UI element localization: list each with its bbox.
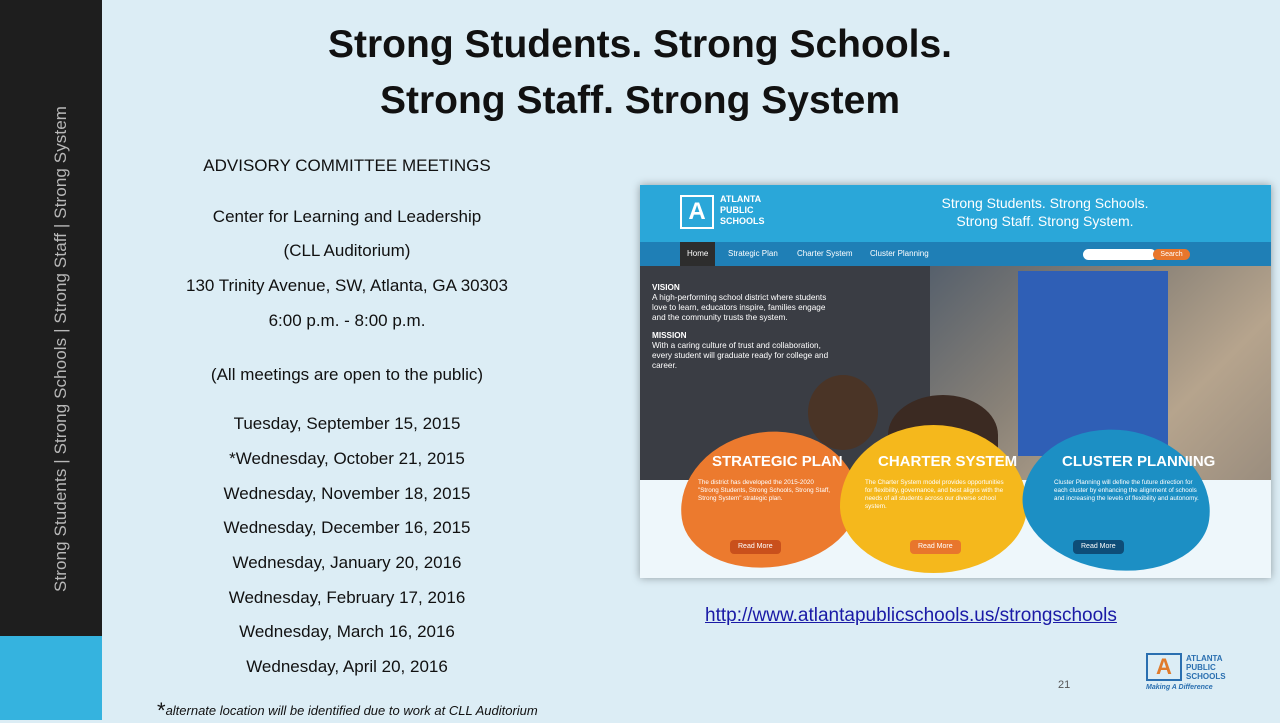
logo-line: PUBLIC bbox=[720, 205, 754, 215]
aps-logo-icon: A bbox=[680, 195, 714, 229]
panel-text: Cluster Planning will define the future direction for each cluster by enhancing the alignment of schools and increasing the levels of flexibility and autonomy. bbox=[1054, 479, 1199, 502]
logo-line: ATLANTA bbox=[720, 194, 762, 204]
logo-line: ATLANTA bbox=[1186, 654, 1223, 663]
page-number: 21 bbox=[1058, 679, 1071, 691]
slide-title-line2: Strong Staff. Strong System bbox=[379, 79, 901, 122]
venue-room: (CLL Auditorium) bbox=[283, 241, 411, 260]
meeting-date: Wednesday, March 16, 2016 bbox=[239, 622, 455, 641]
meeting-date: Wednesday, February 17, 2016 bbox=[228, 588, 466, 607]
nav-charter-system[interactable]: Charter System bbox=[797, 249, 853, 258]
meetings-heading: ADVISORY COMMITTEE MEETINGS bbox=[203, 156, 491, 175]
panel-title: CHARTER SYSTEM bbox=[878, 453, 1018, 470]
tagline-line: Strong Staff. Strong System. bbox=[956, 213, 1134, 229]
nav-cluster-planning[interactable]: Cluster Planning bbox=[870, 249, 929, 258]
aps-logo-icon: A bbox=[1146, 653, 1182, 681]
logo-line: SCHOOLS bbox=[720, 216, 765, 226]
slide-title-line1: Strong Students. Strong Schools. bbox=[328, 23, 952, 66]
footnote-text: alternate location will be identified due to work at CLL Auditorium bbox=[165, 703, 538, 718]
sidebar-accent-block bbox=[0, 636, 102, 720]
website-search-button[interactable]: Search bbox=[1153, 249, 1190, 260]
venue-address: 130 Trinity Avenue, SW, Atlanta, GA 30303 bbox=[186, 276, 508, 295]
nav-strategic-plan[interactable]: Strategic Plan bbox=[728, 249, 778, 258]
panel-text: The Charter System model provides opportunities for flexibility, governance, and best aligns with the needs of all students across our diverse school system. bbox=[865, 479, 1004, 510]
meeting-date: Wednesday, January 20, 2016 bbox=[232, 553, 462, 572]
meeting-date: Wednesday, December 16, 2015 bbox=[223, 518, 471, 537]
nav-home[interactable]: Home bbox=[680, 242, 715, 266]
logo-line: PUBLIC bbox=[1186, 663, 1216, 672]
teacher-image bbox=[808, 375, 878, 450]
footnote bbox=[157, 695, 538, 721]
read-more-button[interactable]: Read More bbox=[1073, 540, 1124, 554]
meeting-date: Wednesday, April 20, 2016 bbox=[246, 657, 448, 676]
meeting-date: Wednesday, November 18, 2015 bbox=[223, 484, 471, 503]
meeting-time: 6:00 p.m. - 8:00 p.m. bbox=[268, 311, 426, 330]
website-link[interactable]: http://www.atlantapublicschools.us/strongschools bbox=[705, 605, 1117, 626]
mission-text: With a caring culture of trust and collaboration, every student will graduate ready for college and career. bbox=[652, 341, 829, 370]
tagline-line: Strong Students. Strong Schools. bbox=[941, 195, 1149, 211]
aps-logo-text bbox=[1186, 654, 1226, 681]
website-header bbox=[640, 185, 1271, 242]
website-tagline bbox=[870, 194, 1220, 230]
panel-text: The district has developed the 2015-2020 "Strong Students, Strong Schools, Strong Staff, Strong System" strategic plan. bbox=[698, 479, 830, 502]
mission-title: MISSION bbox=[652, 331, 687, 340]
logo-line: SCHOOLS bbox=[1186, 672, 1226, 681]
meeting-date: Tuesday, September 15, 2015 bbox=[233, 414, 461, 433]
footnote-star: * bbox=[157, 698, 166, 723]
website-logo-text bbox=[720, 194, 765, 227]
vision-title: VISION bbox=[652, 283, 680, 292]
vision-mission-text bbox=[652, 283, 830, 371]
read-more-button[interactable]: Read More bbox=[910, 540, 961, 554]
panel-title: CLUSTER PLANNING bbox=[1062, 453, 1216, 470]
calendar-board-image bbox=[1018, 271, 1168, 456]
panel-title: STRATEGIC PLAN bbox=[712, 453, 843, 470]
read-more-button[interactable]: Read More bbox=[730, 540, 781, 554]
aps-footer-logo bbox=[1146, 653, 1236, 693]
sidebar-vertical-text: Strong Students | Strong Schools | Strong Staff | Strong System bbox=[51, 105, 70, 592]
venue-name: Center for Learning and Leadership bbox=[212, 207, 482, 226]
vision-text: A high-performing school district where students love to learn, educators inspire, families engage and the community trusts the system. bbox=[652, 293, 827, 322]
meeting-date: *Wednesday, October 21, 2015 bbox=[229, 449, 465, 468]
open-to-public-note: (All meetings are open to the public) bbox=[210, 365, 484, 384]
website-screenshot bbox=[640, 185, 1271, 578]
website-search-input[interactable] bbox=[1083, 249, 1156, 260]
website-nav bbox=[640, 242, 1271, 266]
aps-logo-tagline: Making A Difference bbox=[1146, 684, 1213, 691]
